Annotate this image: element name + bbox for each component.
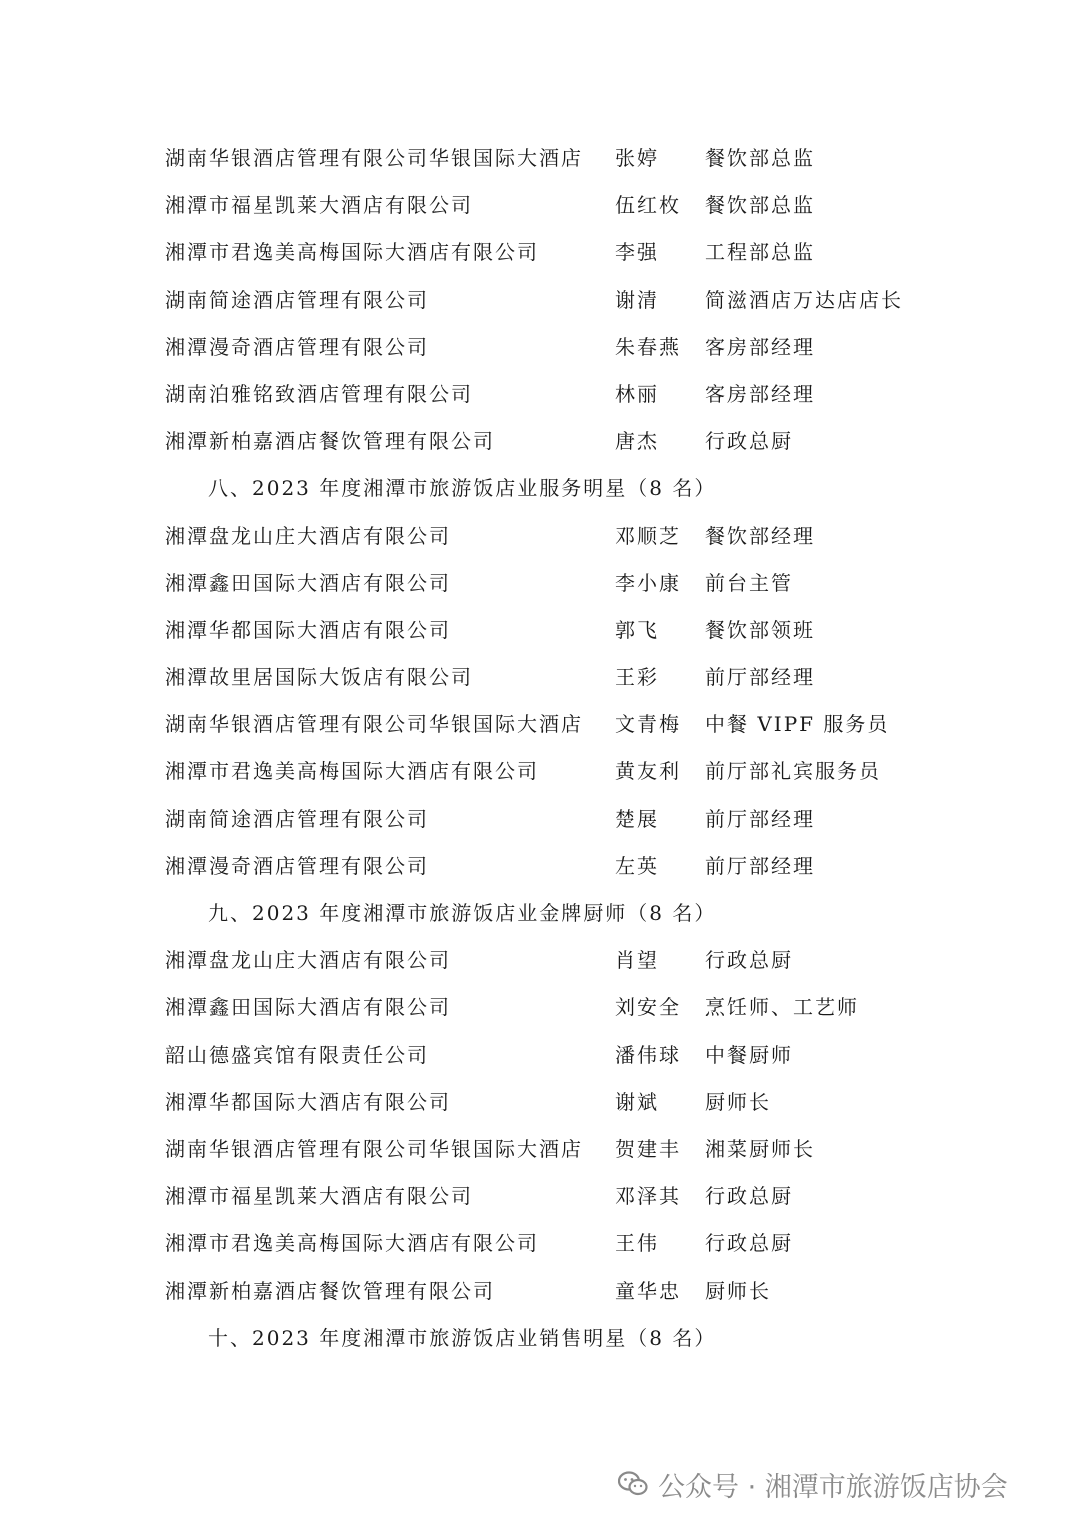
person-name: 童华忠 — [615, 1278, 681, 1303]
award-row — [0, 1032, 1080, 1079]
job-title: 前厅部礼宾服务员 — [705, 759, 881, 784]
award-row — [0, 418, 1080, 465]
award-row — [0, 560, 1080, 607]
company-name: 湖南泊雅铭致酒店管理有限公司 — [165, 381, 473, 406]
job-title: 餐饮部总监 — [705, 146, 815, 170]
person-name: 黄友利 — [615, 759, 681, 784]
job-title: 餐饮部领班 — [705, 617, 815, 642]
company-name: 湘潭漫奇酒店管理有限公司 — [165, 334, 429, 359]
company-name: 湘潭华都国际大酒店有限公司 — [165, 1089, 451, 1114]
person-name: 王彩 — [615, 665, 659, 690]
company-name: 湘潭盘龙山庄大酒店有限公司 — [165, 948, 451, 973]
company-name: 湖南华银酒店管理有限公司华银国际大酒店 — [165, 712, 583, 737]
award-row — [0, 796, 1080, 843]
person-name: 谢斌 — [615, 1089, 659, 1114]
company-name: 湘潭市君逸美高梅国际大酒店有限公司 — [165, 240, 539, 265]
job-title: 行政总厨 — [705, 429, 793, 454]
person-name: 文青梅 — [615, 712, 681, 737]
award-row — [0, 513, 1080, 560]
job-title: 前厅部经理 — [705, 853, 815, 878]
person-name: 朱春燕 — [615, 334, 681, 359]
job-title: 客房部经理 — [705, 334, 815, 359]
person-name: 刘安全 — [615, 995, 681, 1020]
company-name: 湘潭市君逸美高梅国际大酒店有限公司 — [165, 759, 539, 784]
job-title: 简滋酒店万达店店长 — [705, 287, 903, 312]
company-name: 湘潭盘龙山庄大酒店有限公司 — [165, 523, 451, 548]
company-name: 湘潭故里居国际大饭店有限公司 — [165, 665, 473, 690]
section-heading: 八、2023 年度湘潭市旅游饭店业服务明星（8 名） — [208, 476, 717, 501]
company-name: 湖南简途酒店管理有限公司 — [165, 806, 429, 831]
job-title: 行政总厨 — [705, 1184, 793, 1209]
company-name: 湖南华银酒店管理有限公司华银国际大酒店 — [165, 1136, 583, 1161]
wechat-watermark — [618, 1462, 1008, 1506]
company-name: 湘潭新柏嘉酒店餐饮管理有限公司 — [165, 1278, 495, 1303]
award-row — [0, 843, 1080, 890]
job-title: 湘菜厨师长 — [705, 1136, 815, 1161]
award-row — [0, 371, 1080, 418]
company-name: 湖南华银酒店管理有限公司华银国际大酒店 — [165, 146, 583, 170]
job-title: 客房部经理 — [705, 381, 815, 406]
job-title: 工程部总监 — [705, 240, 815, 265]
person-name: 林丽 — [615, 381, 659, 406]
award-row — [0, 748, 1080, 795]
job-title: 餐饮部总监 — [705, 193, 815, 218]
company-name: 湘潭市福星凯莱大酒店有限公司 — [165, 1184, 473, 1209]
company-name: 湘潭新柏嘉酒店餐饮管理有限公司 — [165, 429, 495, 454]
job-title: 行政总厨 — [705, 1231, 793, 1256]
job-title: 前厅部经理 — [705, 806, 815, 831]
award-row — [0, 984, 1080, 1031]
company-name: 湘潭鑫田国际大酒店有限公司 — [165, 570, 451, 595]
company-name: 湘潭漫奇酒店管理有限公司 — [165, 853, 429, 878]
company-name: 湘潭市福星凯莱大酒店有限公司 — [165, 193, 473, 218]
award-list-document — [0, 135, 1080, 1362]
award-row — [0, 277, 1080, 324]
person-name: 唐杰 — [615, 429, 659, 454]
award-row — [0, 654, 1080, 701]
award-row — [0, 607, 1080, 654]
person-name: 贺建丰 — [615, 1136, 681, 1161]
wechat-icon — [618, 1471, 648, 1497]
award-row — [0, 229, 1080, 276]
award-row — [0, 135, 1080, 182]
section-heading: 十、2023 年度湘潭市旅游饭店业销售明星（8 名） — [208, 1325, 717, 1350]
job-title: 厨师长 — [705, 1089, 771, 1114]
job-title: 前台主管 — [705, 570, 793, 595]
job-title: 烹饪师、工艺师 — [705, 995, 859, 1020]
award-row — [0, 1220, 1080, 1267]
award-row — [0, 1173, 1080, 1220]
award-row — [0, 1126, 1080, 1173]
person-name: 伍红枚 — [615, 193, 681, 218]
job-title: 中餐 VIPF 服务员 — [705, 712, 890, 737]
award-row — [0, 701, 1080, 748]
award-row — [0, 1268, 1080, 1315]
company-name: 湖南简途酒店管理有限公司 — [165, 287, 429, 312]
person-name: 潘伟球 — [615, 1042, 681, 1067]
award-row — [0, 324, 1080, 371]
person-name: 李强 — [615, 240, 659, 265]
person-name: 肖望 — [615, 948, 659, 973]
person-name: 楚展 — [615, 806, 659, 831]
job-title: 行政总厨 — [705, 948, 793, 973]
person-name: 张婷 — [615, 146, 659, 170]
award-row — [0, 1079, 1080, 1126]
person-name: 左英 — [615, 853, 659, 878]
job-title: 前厅部经理 — [705, 665, 815, 690]
person-name: 谢清 — [615, 287, 659, 312]
person-name: 邓顺芝 — [615, 523, 681, 548]
person-name: 李小康 — [615, 570, 681, 595]
watermark-text: 公众号 · 湘潭市旅游饭店协会 — [658, 1471, 1008, 1503]
award-row — [0, 937, 1080, 984]
company-name: 湘潭市君逸美高梅国际大酒店有限公司 — [165, 1231, 539, 1256]
job-title: 餐饮部经理 — [705, 523, 815, 548]
award-row — [0, 182, 1080, 229]
person-name: 邓泽其 — [615, 1184, 681, 1209]
job-title: 厨师长 — [705, 1278, 771, 1303]
job-title: 中餐厨师 — [705, 1042, 793, 1067]
person-name: 王伟 — [615, 1231, 659, 1256]
company-name: 湘潭鑫田国际大酒店有限公司 — [165, 995, 451, 1020]
company-name: 韶山德盛宾馆有限责任公司 — [165, 1042, 429, 1067]
company-name: 湘潭华都国际大酒店有限公司 — [165, 617, 451, 642]
section-heading: 九、2023 年度湘潭市旅游饭店业金牌厨师（8 名） — [208, 901, 717, 925]
person-name: 郭飞 — [615, 617, 659, 642]
